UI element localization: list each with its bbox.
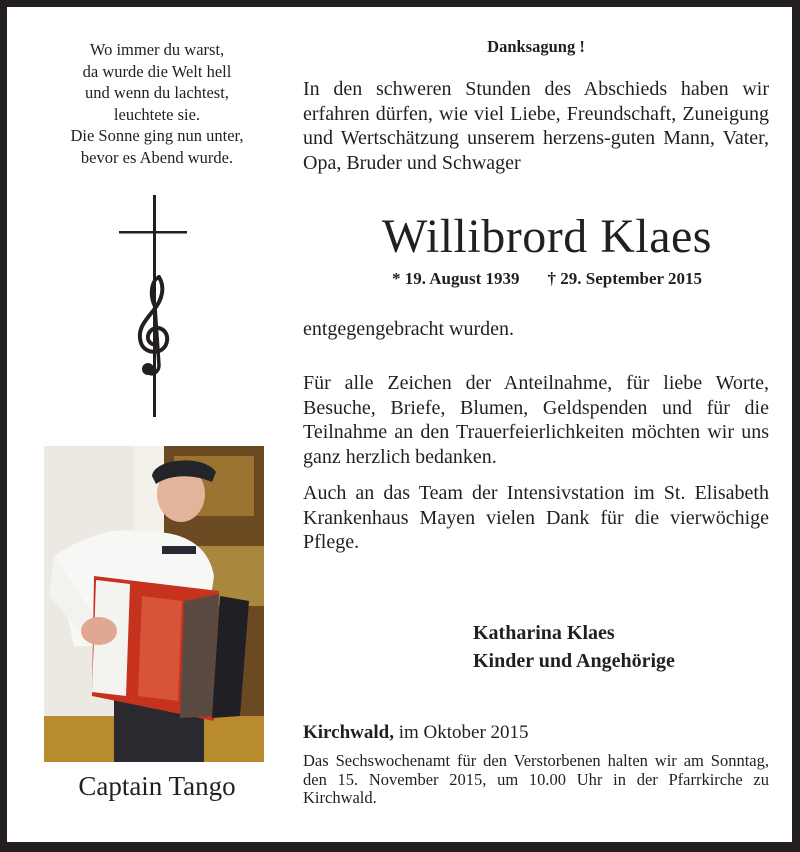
portrait-photo [44, 446, 264, 762]
poem-line: da wurde die Welt hell [82, 61, 232, 81]
place-name: Kirchwald, [303, 722, 394, 743]
birth-date: * 19. August 1939 [391, 269, 520, 288]
hospital-thanks-paragraph: Auch an das Team der Intensivstation im St. Elisabeth Krankenhaus Mayen vielen Dank für die vierwöchige Pflege. [303, 482, 769, 553]
memorial-poem [27, 39, 287, 168]
continuation-text: entgegengebracht wurden. [303, 318, 515, 340]
photo-caption: Captain Tango [78, 771, 236, 801]
poem-line: Wo immer du warst, [89, 40, 225, 59]
obituary-notice [7, 7, 792, 842]
deceased-name: Willibrord Klaes [382, 210, 712, 263]
signer-family: Kinder und Angehörige [473, 650, 675, 672]
notice-date: im Oktober 2015 [393, 722, 529, 743]
intro-paragraph: In den schweren Stunden des Abschieds haben wir erfahren dürfen, wie viel Liebe, Freundschaft, Zuneigung und Wertschätzung unserem herzens-guten Mann, Vater, Opa, Bruder und Schwager [303, 78, 769, 174]
poem-line: und wenn du lachtest, [85, 83, 229, 102]
death-date: † 29. September 2015 [547, 269, 703, 288]
signers-block [473, 619, 675, 675]
notice-heading: Danksagung ! [487, 37, 585, 56]
poem-line: bevor es Abend wurde. [80, 147, 234, 167]
poem-line: Die Sonne ging nun unter, [70, 126, 244, 145]
cross-with-treble-clef-icon [115, 195, 195, 423]
life-dates [327, 269, 767, 289]
poem-line: leuchtete sie. [113, 104, 201, 124]
signer-name: Katharina Klaes [473, 622, 615, 644]
place-date-line [303, 722, 769, 744]
thanks-paragraph: Für alle Zeichen der Anteilnahme, für liebe Worte, Besuche, Briefe, Blumen, Geldspenden und für die Teilnahme an den Trauerfeierlichkeiten möchten wir uns ganz herzlich bedanken. [303, 372, 769, 468]
service-note: Das Sechswochenamt für den Verstorbenen halten wir am Sonntag, den 15. November 2015, um 10.00 Uhr in der Pfarrkirche zu Kirchwald. [303, 751, 769, 807]
